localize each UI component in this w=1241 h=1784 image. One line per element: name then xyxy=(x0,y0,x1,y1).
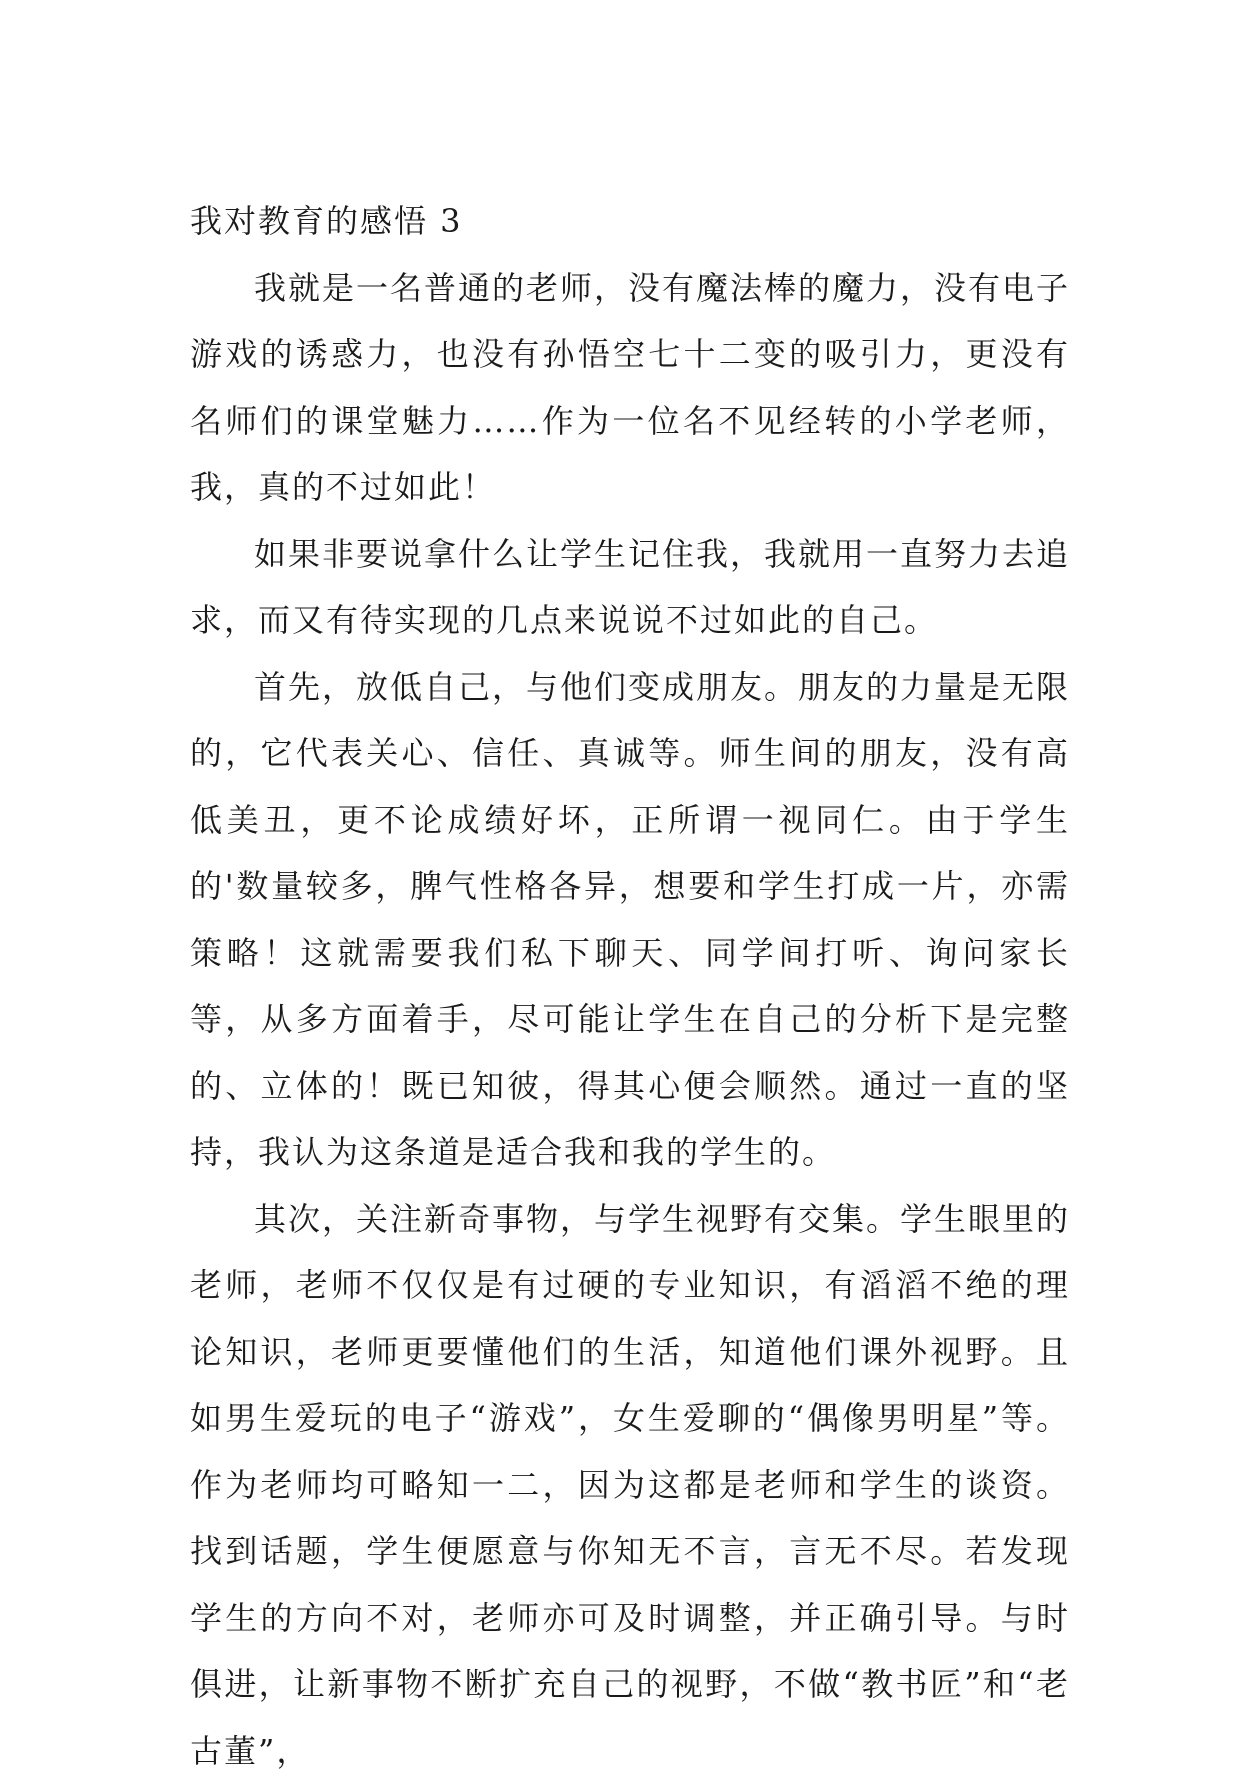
paragraph-purpose: 如果非要说拿什么让学生记住我，我就用一直努力去追求，而又有待实现的几点来说说不过如此的自己。 xyxy=(190,521,1070,654)
paragraph-intro: 我就是一名普通的老师，没有魔法棒的魔力，没有电子游戏的诱惑力，也没有孙悟空七十二变的吸引力，更没有名师们的课堂魅力……作为一位名不见经转的小学老师，我，真的不过如此！ xyxy=(190,255,1070,521)
paragraph-second-point: 其次，关注新奇事物，与学生视野有交集。学生眼里的老师，老师不仅仅是有过硬的专业知识，有滔滔不绝的理论知识，老师更要懂他们的生活，知道他们课外视野。且如男生爱玩的电子“游戏”，女生爱聊的“偶像男明星”等。作为老师均可略知一二，因为这都是老师和学生的谈资。找到话题，学生便愿意与你知无不言，言无不尽。若发现学生的方向不对，老师亦可及时调整，并正确引导。与时俱进，让新事物不断扩充自己的视野，不做“教书匠”和“老古董”， xyxy=(190,1186,1070,1784)
document-body xyxy=(190,188,1070,1784)
document-title: 我对教育的感悟 3 xyxy=(190,188,1070,255)
paragraph-first-point: 首先，放低自己，与他们变成朋友。朋友的力量是无限的，它代表关心、信任、真诚等。师生间的朋友，没有高低美丑，更不论成绩好坏，正所谓一视同仁。由于学生的'数量较多，脾气性格各异，想要和学生打成一片，亦需策略！这就需要我们私下聊天、同学间打听、询问家长等，从多方面着手，尽可能让学生在自己的分析下是完整的、立体的！既已知彼，得其心便会顺然。通过一直的坚持，我认为这条道是适合我和我的学生的。 xyxy=(190,654,1070,1186)
